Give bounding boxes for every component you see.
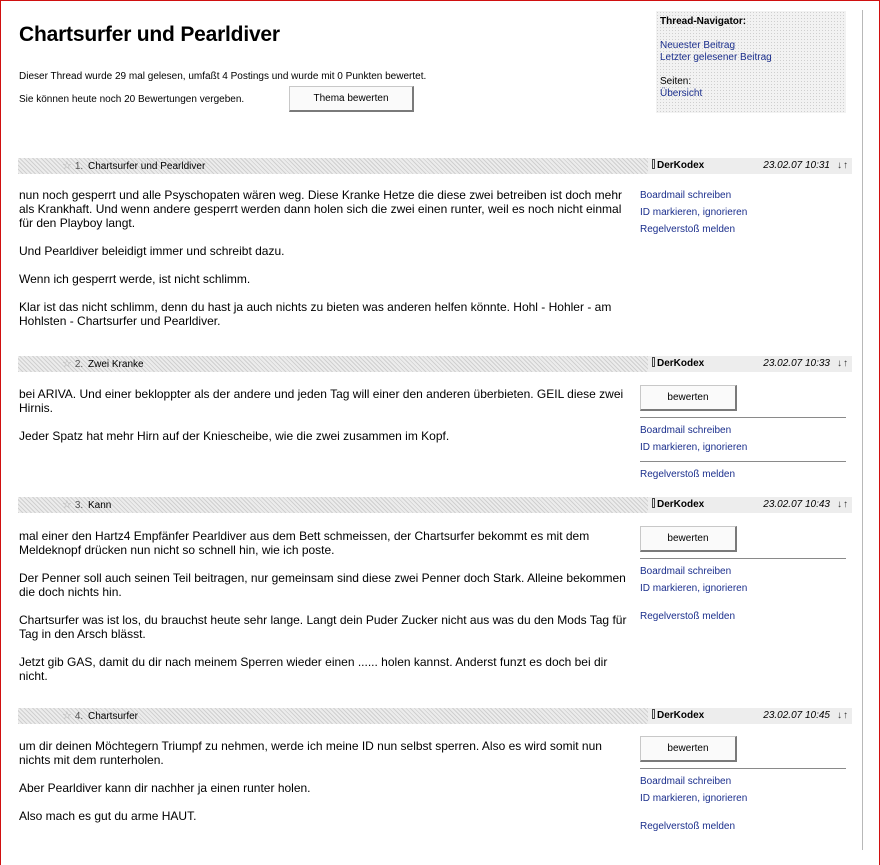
post-number: 1. — [74, 161, 84, 172]
post-paragraph: Jeder Spatz hat mehr Hirn auf der Kniescheibe, wie die zwei zusammen im Kopf. — [19, 429, 450, 443]
post-body — [19, 387, 631, 457]
post-title: Kann — [88, 500, 112, 511]
pages-label: Seiten: — [660, 76, 692, 87]
post-date: 23.02.07 10:43 — [763, 499, 830, 510]
post-header — [18, 158, 852, 174]
boardmail-link[interactable]: Boardmail schreiben — [640, 425, 732, 436]
divider — [640, 558, 846, 559]
post-header — [18, 356, 852, 372]
star-icon[interactable]: ☆ — [62, 499, 72, 511]
mark-ignore-link[interactable]: ID markieren, ignorieren — [640, 793, 748, 804]
post-date: 23.02.07 10:31 — [763, 160, 830, 171]
post-paragraph: Und Pearldiver beleidigt immer und schreibt dazu. — [19, 244, 285, 258]
navigate-arrows-icon[interactable]: ↓↑ — [837, 160, 849, 171]
divider — [640, 461, 846, 462]
post-author[interactable]: DerKodex — [652, 497, 704, 513]
star-icon[interactable]: ☆ — [62, 358, 72, 370]
divider — [640, 417, 846, 418]
thread-info: Dieser Thread wurde 29 mal gelesen, umfaßt 4 Postings und wurde mit 0 Punkten bewertet. — [19, 71, 427, 82]
report-link[interactable]: Regelverstoß melden — [640, 224, 736, 235]
boardmail-link[interactable]: Boardmail schreiben — [640, 776, 732, 787]
report-link[interactable]: Regelverstoß melden — [640, 821, 736, 832]
post-paragraph: Aber Pearldiver kann dir nachher ja einen runter holen. — [19, 781, 311, 795]
post-paragraph: mal einer den Hartz4 Empfänfer Pearldiver aus dem Bett schmeissen, der Chartsurfer bekommt es mit dem Meldeknopf drücken nun nicht so schnell hin, wie ich poste. — [19, 529, 590, 557]
rate-thread-button[interactable]: Thema bewerten — [289, 86, 414, 112]
thread-navigator — [656, 11, 846, 113]
user-icon — [652, 357, 655, 367]
post-body — [19, 529, 631, 697]
post-body — [19, 188, 631, 342]
boardmail-link[interactable]: Boardmail schreiben — [640, 190, 732, 201]
post-paragraph: nun noch gesperrt und alle Psyschopaten wären weg. Diese Kranke Hetze die diese zwei betreiben ist doch mehr als Krankhaft. Und wenn andere gesperrt werden dann holen sich die zwei einen runter, weil es noch nicht einmal für den Playboy langt. — [19, 188, 623, 230]
mark-ignore-link[interactable]: ID markieren, ignorieren — [640, 583, 748, 594]
user-icon — [652, 709, 655, 719]
post-paragraph: Der Penner soll auch seinen Teil beitragen, nur gemeinsam sind diese zwei Penner doch Stark. Alleine bekommen die doch nichts hin. — [19, 571, 626, 599]
report-link[interactable]: Regelverstoß melden — [640, 611, 736, 622]
post-date: 23.02.07 10:33 — [763, 358, 830, 369]
post-body — [19, 739, 631, 837]
post-number: 4. — [74, 711, 84, 722]
star-icon[interactable]: ☆ — [62, 160, 72, 172]
rate-post-button[interactable]: bewerten — [640, 736, 737, 762]
mark-ignore-link[interactable]: ID markieren, ignorieren — [640, 442, 748, 453]
post-paragraph: um dir deinen Möchtegern Triumpf zu nehmen, werde ich meine ID nun selbst sperren. Also es wird somit nun nichts mit dem runterholen. — [19, 739, 602, 767]
rate-post-button[interactable]: bewerten — [640, 526, 737, 552]
user-icon — [652, 498, 655, 508]
post-paragraph: Chartsurfer was ist los, du brauchst heute sehr lange. Langt dein Puder Zucker nicht aus was du den Mods Tag für Tag in den Arsch blässt. — [19, 613, 627, 641]
thread-title: Chartsurfer und Pearldiver — [19, 23, 280, 46]
post-title: Chartsurfer und Pearldiver — [88, 161, 206, 172]
navigate-arrows-icon[interactable]: ↓↑ — [837, 499, 849, 510]
post-paragraph: Wenn ich gesperrt werde, ist nicht schlimm. — [19, 272, 251, 286]
navigator-title: Thread-Navigator: — [660, 16, 747, 27]
post-title: Chartsurfer — [88, 711, 139, 722]
post-number: 2. — [74, 359, 84, 370]
post-date: 23.02.07 10:45 — [763, 710, 830, 721]
post-paragraph: Klar ist das nicht schlimm, denn du hast ja auch nichts zu bieten was anderen helfen könnte. Hohl - Hohler - am Hohlsten - Chartsurfer und Pearldiver. — [19, 300, 612, 328]
right-divider — [862, 10, 863, 850]
post-paragraph: Also mach es gut du arme HAUT. — [19, 809, 197, 823]
post-author[interactable]: DerKodex — [652, 356, 704, 372]
navigate-arrows-icon[interactable]: ↓↑ — [837, 710, 849, 721]
post-author[interactable]: DerKodex — [652, 708, 704, 724]
divider — [640, 768, 846, 769]
post-paragraph: bei ARIVA. Und einer bekloppter als der andere und jeden Tag will einer den anderen überbieten. GEIL diese zwei Hirnis. — [19, 387, 624, 415]
post-paragraph: Jetzt gib GAS, damit du dir nach meinem Sperren wieder einen ...... holen kannst. Anderst funzt es doch bei dir nicht. — [19, 655, 608, 683]
post-header — [18, 708, 852, 724]
mark-ignore-link[interactable]: ID markieren, ignorieren — [640, 207, 748, 218]
post-header — [18, 497, 852, 513]
last-read-post-link[interactable]: Letzter gelesener Beitrag — [660, 52, 772, 63]
post-title: Zwei Kranke — [88, 359, 144, 370]
boardmail-link[interactable]: Boardmail schreiben — [640, 566, 732, 577]
rating-info: Sie können heute noch 20 Bewertungen vergeben. — [19, 94, 245, 105]
newest-post-link[interactable]: Neuester Beitrag — [660, 40, 736, 51]
user-icon — [652, 159, 655, 169]
star-icon[interactable]: ☆ — [62, 710, 72, 722]
post-author[interactable]: DerKodex — [652, 158, 704, 174]
report-link[interactable]: Regelverstoß melden — [640, 469, 736, 480]
overview-link[interactable]: Übersicht — [660, 88, 703, 99]
navigate-arrows-icon[interactable]: ↓↑ — [837, 358, 849, 369]
rate-post-button[interactable]: bewerten — [640, 385, 737, 411]
post-number: 3. — [74, 500, 84, 511]
